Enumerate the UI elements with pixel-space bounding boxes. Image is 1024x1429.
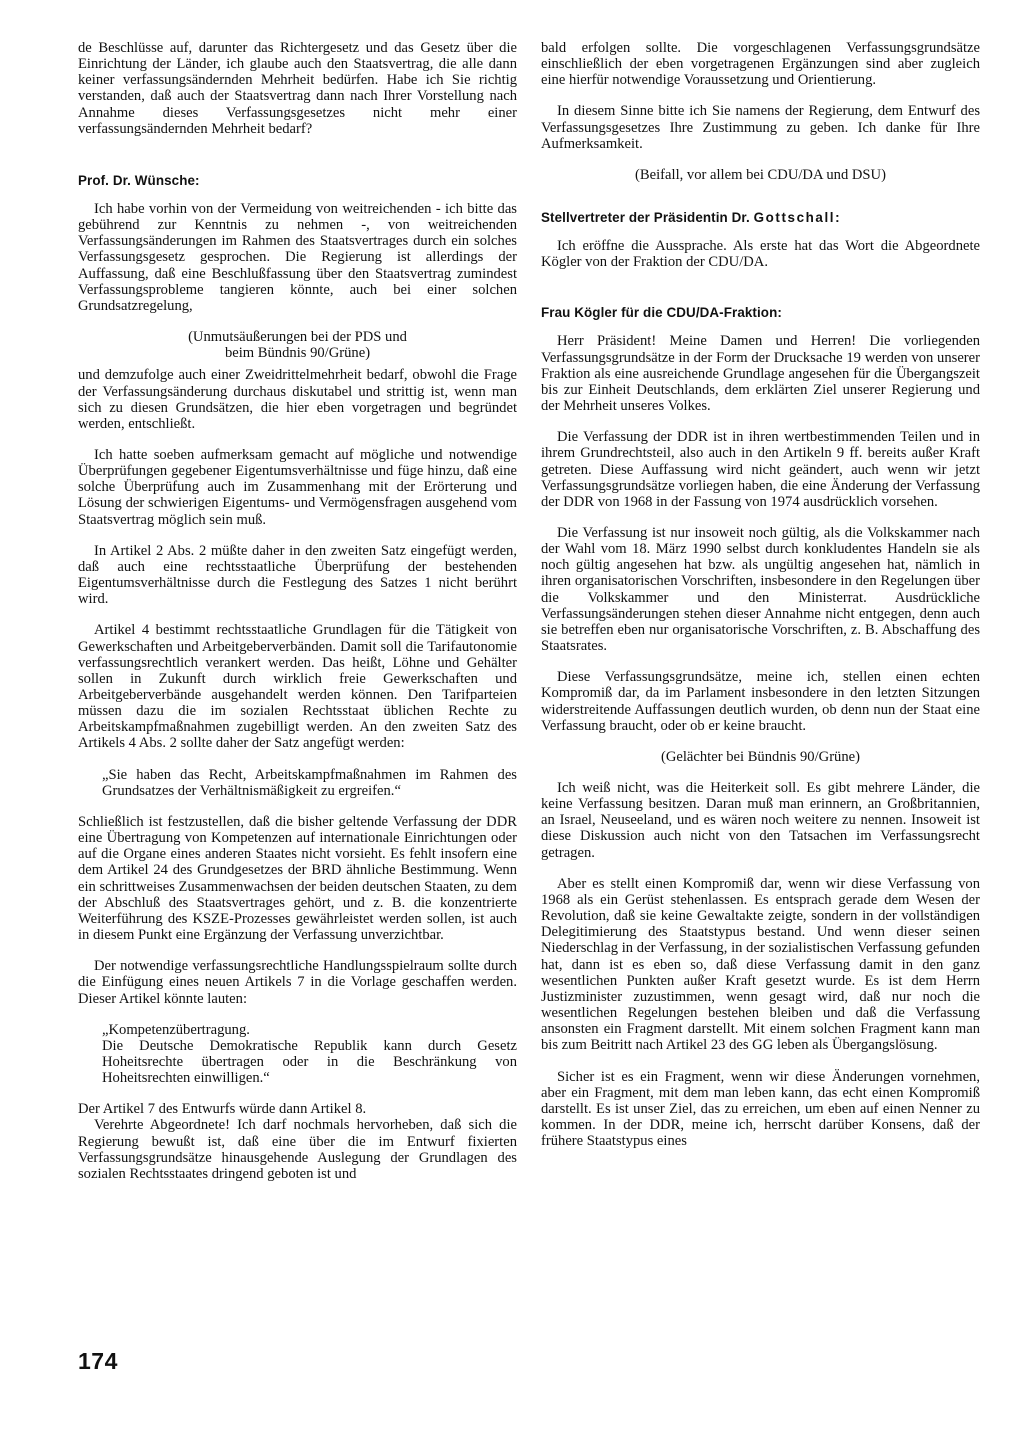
interjection-line: (Gelächter bei Bündnis 90/Grüne) xyxy=(661,748,860,765)
quotation xyxy=(78,1022,517,1087)
page-number: 174 xyxy=(78,1348,118,1374)
left-column xyxy=(78,40,517,1182)
speaker-heading xyxy=(78,173,517,189)
speaker-heading xyxy=(541,305,980,321)
paragraph: de Beschlüsse auf, darunter das Richtergesetz und das Gesetz über die Einrichtung der Länder, ich glaube auch den Staatsvertrag, die alle dann keiner verfassungsändernden Mehrheit bedürfen. Habe ich Sie richtig verstanden, daß auch der Staatsvertrag dann nach Ihrer Vorstellung nach Annahme dieses Verfassungsgesetzes nicht mehr einer verfassungsändernden Mehrheit bedarf? xyxy=(78,40,517,137)
paragraph: Ich eröffne die Aussprache. Als erste hat das Wort die Abgeordnete Kögler von der Fraktion der CDU/DA. xyxy=(541,238,980,271)
paragraph: Ich weiß nicht, was die Heiterkeit soll. Es gibt mehrere Länder, die keine Verfassung besitzen. Daran muß man erinnern, an Großbritannien, an Israel, Neuseeland, und es wären noch weitere zu nennen. Insoweit ist diese Diskussion auch nicht von den Tatsachen im Verfassungsrecht getragen. xyxy=(541,780,980,861)
paragraph: Diese Verfassungsgrundsätze, meine ich, stellen einen echten Kompromiß dar, da im Parlament insbesondere in den letzten Sitzungen widerstreitende Auffassungen deutlich wurden, ob denn nun der Staat eine Verfassung braucht, oder ob er keine braucht. xyxy=(541,669,980,734)
paragraph: Ich hatte soeben aufmerksam gemacht auf mögliche und notwendige Überprüfungen gegebener Eigentumsverhältnisse und füge hinzu, daß eine solche Überprüfung auch im Zusammenhang mit der Erörterung und Lösung der schwierigen Eigentums- und Vermögensfragen ausgehend vom Staatsvertrag möglich sein muß. xyxy=(78,446,517,528)
quotation xyxy=(78,767,517,799)
paragraph: Der Artikel 7 des Entwurfs würde dann Artikel 8. xyxy=(78,1101,367,1118)
quotation-text: „Sie haben das Recht, Arbeitskampfmaßnahmen im Rahmen des Grundsatzes der Verhältnismäßigkeit zu ergreifen.“ xyxy=(102,766,517,799)
paragraph: Verehrte Abgeordnete! Ich darf nochmals hervorheben, daß sich die Regierung bewußt ist, daß eine über die im Entwurf fixierten Verfassungsgrundsätze hinausgehende Auslegung der Grundlagen des sozialen Rechtsstaates dringend geboten ist und xyxy=(78,1117,517,1182)
paragraph: und demzufolge auch einer Zweidrittelmehrheit bedarf, obwohl die Frage der Verfassungsänderung durchaus diskutabel und strittig ist, wenn man sich zu diesen Grundsätzen, die hier eben vorgetragen und begründet werden, entschließt. xyxy=(78,367,517,432)
quotation-text: Die Deutsche Demokratische Republik kann durch Gesetz Hoheitsrechte übertragen oder in die Beschränkung von Hoheitsrechten einwilligen.“ xyxy=(102,1037,517,1087)
right-column xyxy=(541,40,980,1149)
speaker-name: Gottschall xyxy=(753,210,836,226)
speaker-name: Prof. Dr. Wünsche: xyxy=(78,172,200,188)
paragraph: Der notwendige verfassungsrechtliche Handlungsspielraum sollte durch die Einfügung eines neuen Artikels 7 in die Vorlage geschaffen werden. Dieser Artikel könnte lauten: xyxy=(78,958,517,1007)
interjection xyxy=(78,329,517,361)
paragraph: Schließlich ist festzustellen, daß die bisher geltende Verfassung der DDR eine Übertragung von Kompetenzen auf internationale Einrichtungen oder auf die Organe eines anderen Staates nicht vorsieht. Es fehlt insofern eine dem Artikel 24 des Grundgesetzes der BRD ähnliche Bestimmung. Wenn ein schrittweises Zusammenwachsen der beiden deutschen Staaten, zu dem der Abschluß des Staatsvertrages gehört, und z. B. die konzentrierte Weiterführung des KSZE-Prozesses gewährleistet werden sollen, ist auch in diesem Punkt eine Ergänzung der Verfassung unverzichtbar. xyxy=(78,813,517,944)
paragraph: Aber es stellt einen Kompromiß dar, wenn wir diese Verfassung von 1968 als ein Gerüst stehenlassen. Es entsprach gerade dem Wesen der Revolution, daß sie keine Gewaltakte zeigte, sondern in der vollständigen Delegitimierung des Staatstypus bestand. Und wenn dieser seinen Niederschlag in der Verfassung, in der sozialistischen Verfassung gefunden hat, dann ist es eben so, daß diese Verfassung damit in den ganz wesentlichen Punkten außer Kraft gesetzt wurde. Es ist dem Herrn Justizminister zuzustimmen, wenn gesagt wird, daß nur noch die wesentlichen Regelungen bestehen bleiben und daß die Verfassung ansonsten ein Fragment darstellt. Mit einem solchen Fragment kann man bis zum Beitritt nach Artikel 23 des GG leben als Übergangslösung. xyxy=(541,875,980,1054)
quotation-title: „Kompetenzübertragung. xyxy=(102,1021,250,1038)
speaker-colon: : xyxy=(835,210,840,226)
paragraph: Die Verfassung der DDR ist in ihren wertbestimmenden Teilen und in ihrem Grundrechtsteil, also auch in den Artikeln 9 ff. bereits außer Kraft getreten. Diese Auffassung wird nicht geändert, auch wenn wir jetzt Verfassungsgrundsätze vorliegen haben, die eine Änderung der Verfassung der DDR von 1968 in der Fassung von 1974 ausdrücklich vorsehen. xyxy=(541,429,980,510)
interjection xyxy=(541,749,980,765)
interjection xyxy=(541,167,980,183)
speaker-name: Frau Kögler für die CDU/DA-Fraktion: xyxy=(541,305,782,321)
paragraph: Sicher ist es ein Fragment, wenn wir diese Änderungen vornehmen, aber ein Fragment, mit dem man leben kann, das echt einen Kompromiß darstellt. Es ist unser Ziel, das zu erreichen, um eben auf einen Nenner zu kommen. In der DDR, meine ich, herrscht darüber Konsens, daß der frühere Staatstypus eines xyxy=(541,1068,980,1150)
paragraph: Ich habe vorhin von der Vermeidung von weitreichenden - ich bitte das gebührend zur Kenntnis zu nehmen -, von weitreichenden Verfassungsänderungen im Rahmen des Staatsvertrages durch ein solches Verfassungsgesetz gesprochen. Die Regierung ist allerdings der Auffassung, daß eine Beschlußfassung über den Staatsvertrag zumindest Verfassungsprobleme tangieren könnte, auch bei einer solchen Grundsatzregelung, xyxy=(78,200,517,314)
paragraph: bald erfolgen sollte. Die vorgeschlagenen Verfassungsgrundsätze einschließlich der eben vorgetragenen Ergänzungen sind aber zugleich eine hierfür notwendige Voraussetzung und Orientierung. xyxy=(541,40,980,89)
interjection-line: (Unmutsäußerungen bei der PDS und xyxy=(188,329,407,346)
paragraph: Artikel 4 bestimmt rechtsstaatliche Grundlagen für die Tätigkeit von Gewerkschaften und Arbeitgeberverbänden. Damit soll die Tarifautonomie verfassungsrechtlich verankert werden. Das heißt, Löhne und Gehälter sollen in Zukunft durch wirklich freie Gewerkschaften und Arbeitgeberverbände ausgehandelt werden können. Den Tarifparteien müssen dazu die im sozialen Rechtsstaat üblichen Rechte zu Arbeitskampfmaßnahmen zugebilligt werden. An den zweiten Satz des Artikels 4 Abs. 2 sollte daher der Satz angefügt werden: xyxy=(78,622,517,752)
interjection-line: beim Bündnis 90/Grüne) xyxy=(224,345,371,362)
paragraph: Herr Präsident! Meine Damen und Herren! Die vorliegenden Verfassungsgrundsätze in der Form der Drucksache 19 werden von unserer Fraktion als eine ausreichende Grundlage angesehen für die Übergangszeit bis zur Einheit Deutschlands, dem erklärten Ziel unserer Regierung und der Mehrheit unseres Volkes. xyxy=(541,333,980,415)
speaker-heading xyxy=(541,210,980,226)
paragraph: In diesem Sinne bitte ich Sie namens der Regierung, dem Entwurf des Verfassungsgesetzes Ihre Zustimmung zu geben. Ich danke für Ihre Aufmerksamkeit. xyxy=(541,103,980,152)
paragraph: Die Verfassung ist nur insoweit noch gültig, als die Volkskammer nach der Wahl vom 18. März 1990 selbst durch konkludentes Handeln sie als noch gültig angesehen hat bzw. als ungültig angesehen hat, nämlich in ihren organisatorischen Vorschriften, insbesondere in den Regelungen über die Volkskammer und den Ministerrat. Ausdrückliche Verfassungsänderungen stehen dieser Annahme nicht entgegen, denn auch sie betreffen eben nur organisatorische Vorschriften, z. B. Abschaffung des Staatsrates. xyxy=(541,524,980,655)
speaker-title: Stellvertreter der Präsidentin Dr. xyxy=(541,210,750,226)
paragraph: In Artikel 2 Abs. 2 müßte daher in den zweiten Satz eingefügt werden, daß auch eine rechtsstaatliche Überprüfung der bestehenden Eigentumsverhältnisse durch die Festlegung des Satzes 1 nicht berührt wird. xyxy=(78,542,517,608)
interjection-line: (Beifall, vor allem bei CDU/DA und DSU) xyxy=(635,166,886,183)
